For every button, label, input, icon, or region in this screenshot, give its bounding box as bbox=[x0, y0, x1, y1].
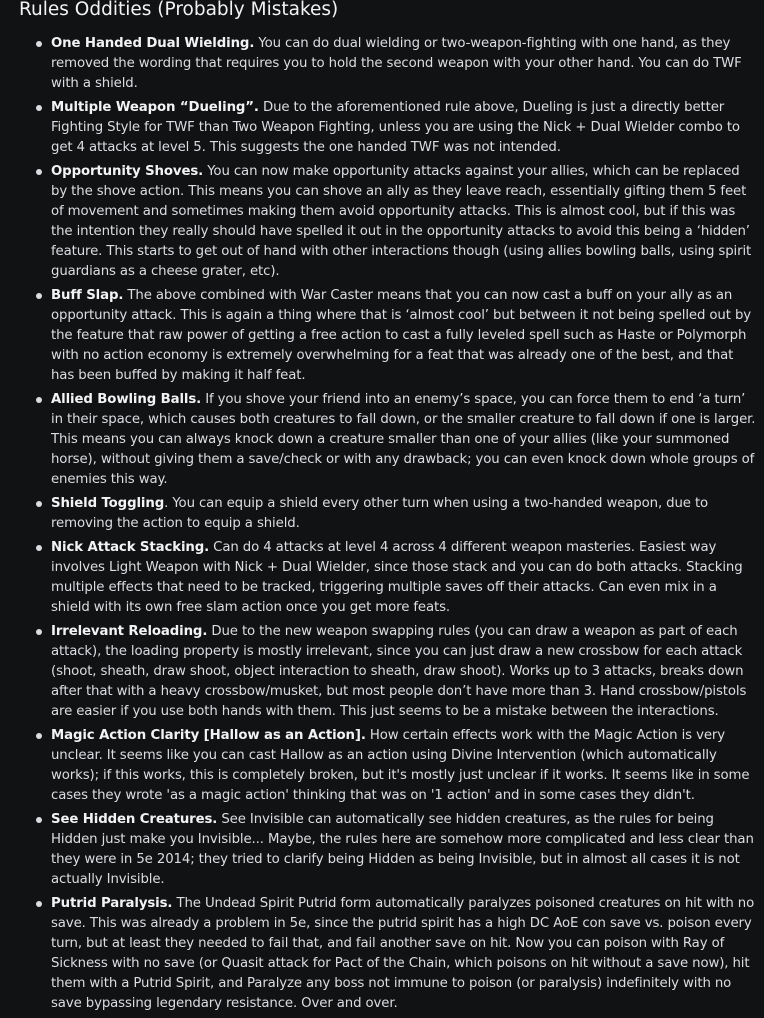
bullet-icon bbox=[36, 629, 42, 635]
bullet-icon bbox=[36, 105, 42, 111]
bullet-icon bbox=[36, 817, 42, 823]
rule-item-putrid-paralysis bbox=[0, 894, 764, 1014]
rule-title: Multiple Weapon “Dueling”. bbox=[51, 100, 259, 115]
bullet-icon bbox=[36, 169, 42, 175]
rule-title: Buff Slap. bbox=[51, 288, 124, 303]
rule-item-see-hidden-creatures bbox=[0, 810, 764, 890]
rule-text: Can do 4 attacks at level 4 across 4 different weapon masteries. Easiest way involves Light Weapon with Nick + Dual Wielder, since those stack and you can do both attacks. Stacking multiple effects that need to be tracked, triggering multiple saves off their attacks. Can even mix in a shield with its own free slam action once you get more feats. bbox=[51, 540, 743, 615]
rule-text: The Undead Spirit Putrid form automatically paralyzes poisoned creatures on hit with no save. This was already a problem in 5e, since the putrid spirit has a high DC AoE con save vs. poison every turn, but at least they needed to fail that, and fail another save on hit. Now you can poison with Ray of Sickness with no save (or Quasit attack for Pact of the Chain, which poisons on hit without a save now), hit them with a Putrid Spirit, and Paralyze any boss not immune to poison (or paralysis) indefinitely with no save bypassing legendary resistance. Over and over. bbox=[51, 896, 755, 1011]
rule-text: How certain effects work with the Magic Action is very unclear. It seems like you can cast Hallow as an action using Divine Intervention (which automatically works); if this works, this is completely broken, but it's mostly just unclear if it works. It seems like in some cases they wrote 'as a magic action' thinking that was on '1 action' and in some cases they didn't. bbox=[51, 728, 750, 803]
rule-title: Nick Attack Stacking. bbox=[51, 540, 210, 555]
rule-item-shield-toggling bbox=[0, 494, 764, 534]
rule-item-one-handed-dual-wielding bbox=[0, 34, 764, 94]
bullet-icon bbox=[36, 545, 42, 551]
rule-item-nick-attack-stacking bbox=[0, 538, 764, 618]
rule-title: See Hidden Creatures. bbox=[51, 812, 218, 827]
rule-title: Opportunity Shoves. bbox=[51, 164, 204, 179]
bullet-icon bbox=[36, 501, 42, 507]
rules-list bbox=[0, 34, 764, 1018]
rule-item-multiple-weapon-dueling bbox=[0, 98, 764, 158]
rule-text: If you shove your friend into an enemy’s space, you can force them to end ‘a turn’ in their space, which causes both creatures to fall down, or the smaller creature to fall down if one is larger. This means you can always knock down a creature smaller than one of your allies (like your summoned horse), without giving them a save/check or with any drawback; you can even knock down whole groups of enemies this way. bbox=[51, 392, 756, 487]
rule-title: Magic Action Clarity [Hallow as an Action]. bbox=[51, 728, 366, 743]
bullet-icon bbox=[36, 733, 42, 739]
rule-item-buff-slap bbox=[0, 286, 764, 386]
rule-text: Due to the aforementioned rule above, Dueling is just a directly better Fighting Style for TWF than Two Weapon Fighting, unless you are using the Nick + Dual Wielder combo to get 4 attacks at level 5. This suggests the one handed TWF was not intended. bbox=[51, 100, 740, 155]
rule-title: One Handed Dual Wielding. bbox=[51, 36, 255, 51]
rule-title: Shield Toggling bbox=[51, 496, 165, 511]
bullet-icon bbox=[36, 901, 42, 907]
rule-title: Allied Bowling Balls. bbox=[51, 392, 202, 407]
bullet-icon bbox=[36, 397, 42, 403]
bullet-icon bbox=[36, 41, 42, 47]
rule-item-magic-action-clarity bbox=[0, 726, 764, 806]
rule-item-opportunity-shoves bbox=[0, 162, 764, 282]
rule-text: See Invisible can automatically see hidden creatures, as the rules for being Hidden just make you Invisible... Maybe, the rules here are somehow more complicated and less clear than they were in 5e 2014; they tried to clarify being Hidden as being Invisible, but in almost all cases it is not actually Invisible. bbox=[51, 812, 754, 887]
rule-text: You can now make opportunity attacks against your allies, which can be replaced by the shove action. This means you can shove an ally as they leave reach, essentially gifting them 5 feet of movement and sometimes making them avoid opportunity attacks. This is almost cool, but if this was the intention they really should have spelled it out in the opportunity attacks to avoid this being a ‘hidden’ feature. This starts to get out of hand with other interactions though (using allies bowling balls, using spirit guardians as a cheese grater, etc). bbox=[51, 164, 752, 279]
rule-text: Due to the new weapon swapping rules (you can draw a weapon as part of each attack), the loading property is mostly irrelevant, since you can just draw a new crossbow for each attack (shoot, sheath, draw shoot, object interaction to sheath, draw shoot). Works up to 3 attacks, breaks down after that with a heavy crossbow/musket, but most people don’t have more than 3. Hand crossbow/pistols are easier if you use both hands with them. This just seems to be a mistake between the interactions. bbox=[51, 624, 747, 719]
rule-text: The above combined with War Caster means that you can now cast a buff on your ally as an opportunity attack. This is again a thing where that is ‘almost cool’ but between it not being spelled out by the feature that raw power of getting a free action to cast a fully leveled spell such as Haste or Polymorph with no action economy is extremely overwhelming for a feat that was already one of the best, and that has been buffed by making it half feat. bbox=[51, 288, 752, 383]
rule-text: You can do dual wielding or two-weapon-fighting with one hand, as they removed the wording that requires you to hold the second weapon with your other hand. You can do TWF with a shield. bbox=[51, 36, 742, 91]
rule-title: Putrid Paralysis. bbox=[51, 896, 173, 911]
rule-item-irrelevant-reloading bbox=[0, 622, 764, 722]
rule-title: Irrelevant Reloading. bbox=[51, 624, 208, 639]
rule-item-allied-bowling-balls bbox=[0, 390, 764, 490]
bullet-icon bbox=[36, 293, 42, 299]
page-title: Rules Oddities (Probably Mistakes) bbox=[19, 0, 339, 20]
rule-text: . You can equip a shield every other turn when using a two-handed weapon, due to removing the action to equip a shield. bbox=[51, 496, 709, 531]
